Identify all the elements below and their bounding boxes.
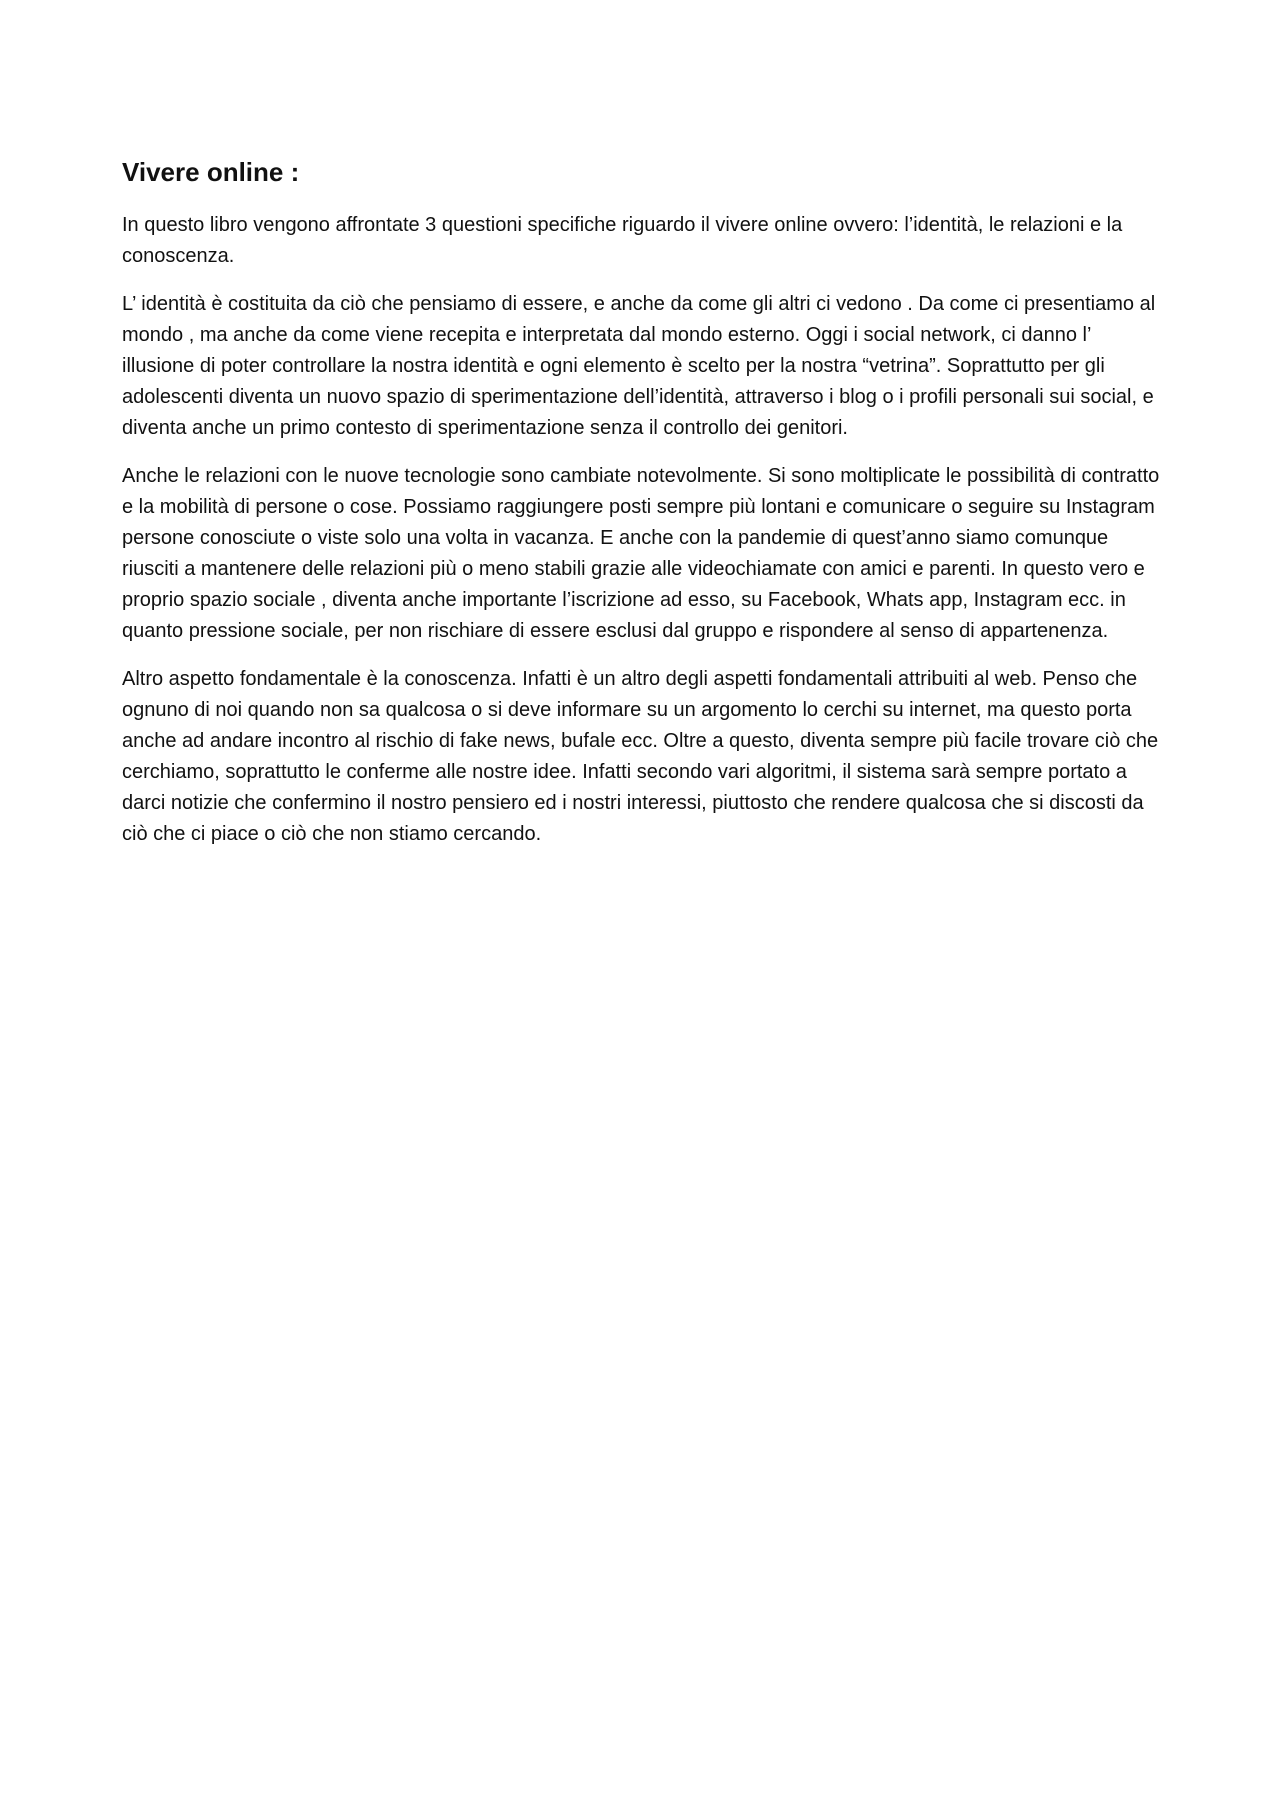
document-title: Vivere online : [122,157,300,187]
paragraph-identity: L’ identità è costituita da ciò che pensiamo di essere, e anche da come gli altri ci vedono . Da come ci presentiamo al mondo , ma anche da come viene recepita e interpretata dal mondo esterno. Oggi i social network, ci danno l’ illusione di poter controllare la nostra identità e ogni elemento è scelto per la nostra “vetrina”. Soprattutto per gli adolescenti diventa un nuovo spazio di sperimentazione dell’identità, attraverso i blog o i profili personali sui social, e diventa anche un primo contesto di sperimentazione senza il controllo dei genitori. [122,293,1156,439]
paragraph-relations: Anche le relazioni con le nuove tecnologie sono cambiate notevolmente. Si sono moltiplicate le possibilità di contratto e la mobilità di persone o cose. Possiamo raggiungere posti sempre più lontani e comunicare o seguire su Instagram persone conosciute o viste solo una volta in vacanza. E anche con la pandemie di quest’anno siamo comunque riusciti a mantenere delle relazioni più o meno stabili grazie alle videochiamate con amici e parenti. In questo vero e proprio spazio sociale , diventa anche importante l’iscrizione ad esso, su Facebook, Whats app, Instagram ecc. in quanto pressione sociale, per non rischiare di essere esclusi dal gruppo e rispondere al senso di appartenenza. [122,465,1160,642]
paragraph-intro: In questo libro vengono affrontate 3 questioni specifiche riguardo il vivere online ovvero: l’identità, le relazioni e la conoscenza. [122,214,1123,267]
paragraph-knowledge: Altro aspetto fondamentale è la conoscenza. Infatti è un altro degli aspetti fondamentali attribuiti al web. Penso che ognuno di noi quando non sa qualcosa o si deve informare su un argomento lo cerchi su internet, ma questo porta anche ad andare incontro al rischio di fake news, bufale ecc. Oltre a questo, diventa sempre più facile trovare ciò che cerchiamo, soprattutto le conferme alle nostre idee. Infatti secondo vari algoritmi, il sistema sarà sempre portato a darci notizie che confermino il nostro pensiero ed i nostri interessi, piuttosto che rendere qualcosa che si discosti da ciò che ci piace o ciò che non stiamo cercando. [122,668,1159,845]
document-content [122,152,1167,867]
